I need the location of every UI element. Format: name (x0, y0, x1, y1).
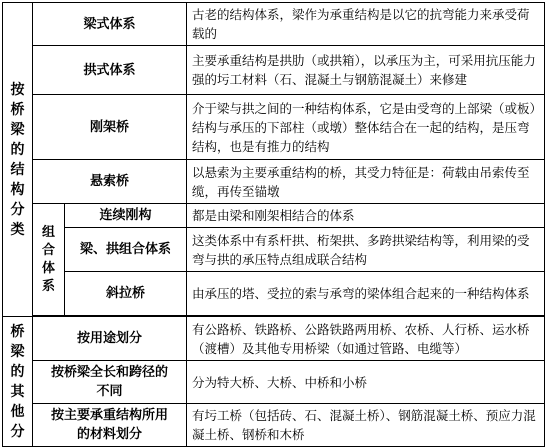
type-description: 都是由梁和刚架相结合的体系 (187, 204, 545, 228)
combination-system-label: 组合体系 (33, 204, 65, 316)
table-row (3, 272, 545, 316)
table-row (3, 361, 545, 404)
type-name: 斜拉桥 (65, 272, 187, 316)
table-row (3, 317, 545, 361)
type-description: 介于梁与拱之间的一种结构体系，它是由受弯的上部梁（或板）结构与承压的下部柱（或墩）整体结合在一起的结构，是压弯结构，也是有推力的结构 (187, 95, 545, 160)
type-name-line: 的材料划分 (77, 427, 143, 442)
bridge-classification-table (2, 2, 545, 447)
table-row (3, 46, 545, 95)
type-name: 梁、拱组合体系 (65, 228, 187, 272)
type-name: 按用途划分 (33, 317, 187, 361)
other-category-label: 桥梁的其他分 (3, 317, 33, 447)
type-name: 连续刚构 (65, 204, 187, 228)
type-description: 有公路桥、铁路桥、公路铁路两用桥、农桥、人行桥、运水桥（渡槽）及其他专用桥梁（如通过管路、电缆等） (187, 317, 545, 361)
type-name-line: 按桥梁全长和跨径的 (51, 365, 169, 380)
table-row (3, 204, 545, 228)
table-row (3, 228, 545, 272)
type-description: 由承压的塔、受拉的索与承弯的梁体组合起来的一种结构体系 (187, 272, 545, 316)
type-name (33, 361, 187, 404)
type-name-line: 不同 (96, 384, 123, 399)
type-name: 梁式体系 (33, 3, 187, 46)
type-name-line: 按主要承重结构所用 (51, 408, 169, 423)
table-row (3, 95, 545, 160)
type-description: 有圬工桥（包括砖、石、混凝土桥）、钢筋混凝土桥、预应力混凝土桥、钢桥和木桥 (187, 404, 545, 447)
type-description: 以悬索为主要承重结构的桥，其受力特征是：荷载由吊索传至缆，再传至锚墩 (187, 160, 545, 204)
type-description: 古老的结构体系，梁作为承重结构是以它的抗弯能力来承受荷载的 (187, 3, 545, 46)
type-name: 拱式体系 (33, 46, 187, 95)
table-row (3, 160, 545, 204)
table-row (3, 404, 545, 447)
table-row (3, 3, 545, 46)
type-name (33, 404, 187, 447)
type-name: 刚架桥 (33, 95, 187, 160)
type-description: 主要承重结构是拱肋（或拱箱），以承压为主，可采用抗压能力强的圬工材料（石、混凝土与钢筋混凝土）来修建 (187, 46, 545, 95)
structure-category-label: 按桥梁的结构分类 (3, 3, 33, 317)
type-description: 分为特大桥、大桥、中桥和小桥 (187, 361, 545, 404)
type-description: 这类体系中有系杆拱、桁架拱、多跨拱梁结构等，利用梁的受弯与拱的承压特点组成联合结构 (187, 228, 545, 272)
type-name: 悬索桥 (33, 160, 187, 204)
